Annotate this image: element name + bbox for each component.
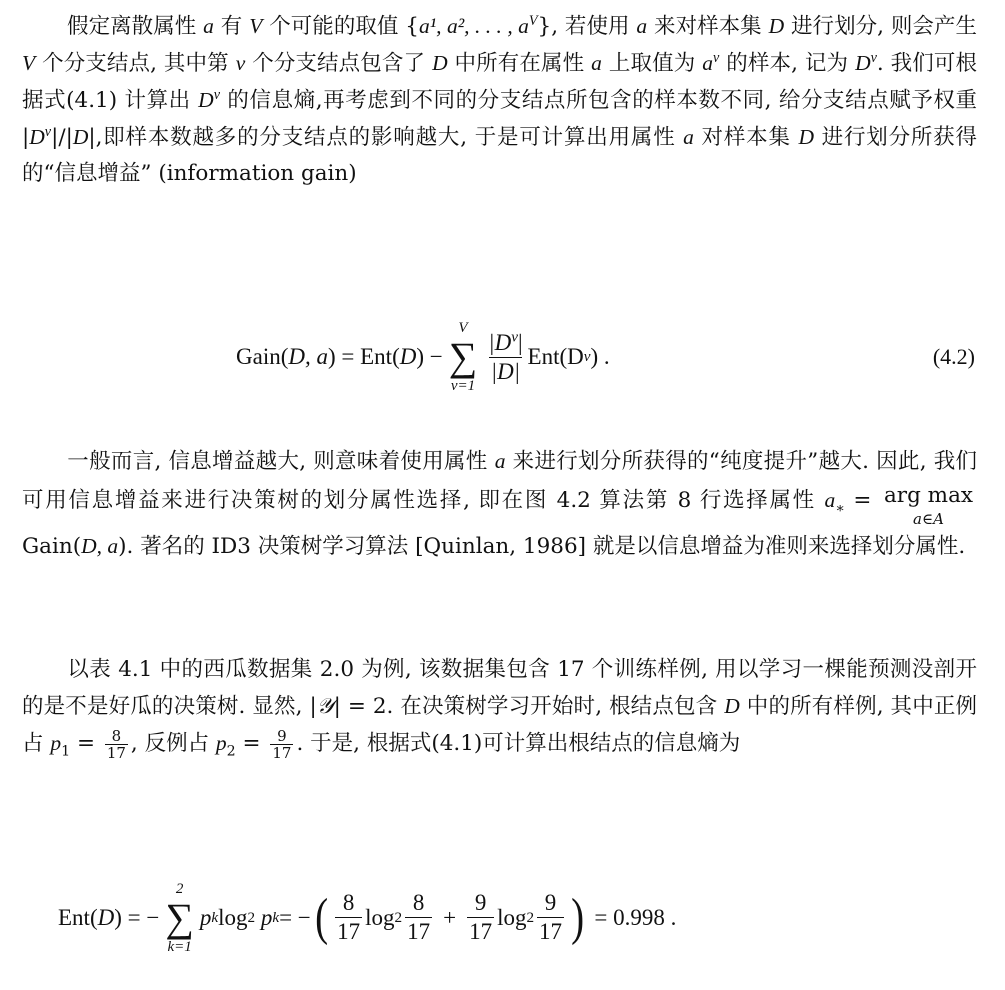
text: 对样本集 [693, 125, 799, 150]
frac-den: 17 [407, 919, 431, 944]
frac-num-end: | [517, 329, 523, 355]
sup-v: v [213, 86, 221, 103]
var-a: a [824, 488, 836, 512]
sum-lower: k=1 [167, 938, 192, 955]
frac-num: 8 [412, 890, 425, 915]
var-v: v [235, 51, 246, 75]
eq-text: Ent(D [527, 344, 584, 369]
argmax-sub: a∈A [913, 510, 944, 528]
sup-v: v [44, 123, 52, 140]
text: 一般而言, 信息增益越大, 则意味着使用属性 [67, 449, 495, 474]
var-D: D [768, 14, 785, 38]
argmax-label: arg max [883, 483, 974, 508]
text: ). 著名的 ID3 决策树学习算法 [Quinlan, 1986] 就是以信息增益为准则来选择划分属性. [118, 534, 966, 559]
frac-num: 9 [277, 726, 287, 745]
text: 假定离散属性 [67, 14, 204, 39]
text: |/| [51, 125, 73, 150]
equation-entropy: Ent( D ) = − 2 ∑ k=1 p k log 2 p k = − ( $\frac{8}{17}$ log 2 $\frac{8}{17}$ + $\frac{9}{17}$ log 2 $\frac{9}{17}$ ) = 0.998 . [58, 880, 677, 955]
var-Y: 𝒴 [316, 694, 334, 718]
var-D: D [198, 88, 214, 112]
fraction [405, 889, 432, 946]
var-D: D [399, 344, 417, 369]
frac-den: 17 [337, 919, 361, 944]
text: = [70, 731, 102, 756]
sum-upper: V [458, 320, 468, 336]
eq-text: Ent( [58, 904, 98, 930]
text: | = 2. 在决策树学习开始时, 根结点包含 [333, 694, 725, 719]
sub-2: 2 [226, 743, 236, 760]
sup-v: v [713, 49, 720, 66]
text: 个分支结点包含了 [245, 51, 433, 76]
var-p: p [50, 731, 62, 755]
text: 的信息熵,再考虑到不同的分支结点所包含的样本数不同, 给分支结点赋予权重 | [22, 88, 977, 150]
summation [449, 319, 478, 395]
text: 上取值为 [601, 51, 703, 76]
fraction [537, 889, 564, 946]
fraction [105, 728, 128, 761]
eq-text: Gain( [236, 344, 289, 369]
frac-num: 9 [544, 890, 557, 915]
eq-text: = − [279, 904, 311, 930]
var-a: a [203, 14, 214, 38]
text: . 我们可根据式(4.1) 计算出 [22, 51, 978, 113]
frac-den: 17 [469, 919, 493, 944]
right-paren-icon: ) [571, 888, 585, 946]
text: 中所有在属性 [447, 51, 592, 76]
left-paren-icon: ( [314, 888, 328, 946]
sigma-icon: ∑ [165, 894, 194, 940]
fraction [467, 889, 494, 946]
var-D: D [29, 125, 45, 149]
sup-v: v [511, 327, 518, 345]
frac-num: |D [488, 329, 512, 355]
log: log [218, 904, 248, 930]
var-D: D [432, 51, 448, 75]
text: = [844, 488, 880, 513]
sub-star: ∗ [835, 500, 845, 517]
var-V: V [22, 51, 36, 75]
paragraph-1 [22, 8, 977, 192]
var-D: D [97, 904, 115, 930]
text: 进行划分所获得的“信息增益” (information gain) [22, 125, 977, 186]
sub-1: 1 [61, 743, 71, 760]
text: |,即样本数越多的分支结点的影响越大, 于是可计算出用属性 [88, 125, 684, 150]
text: = [235, 731, 268, 756]
frac-den: 17 [272, 743, 292, 762]
eq-text: ) = − [114, 904, 160, 930]
var-D: D [798, 125, 814, 149]
text: 来进行划分所获得的“纯度提升”越大. 因此, 我们可用信息增益来进行决策树的划分属性选择, 即在图 4.2 算法第 8 行选择属性 [22, 449, 977, 513]
fraction [486, 329, 524, 386]
var-a: a [702, 51, 714, 75]
equation-gain: Gain( D, a ) = Ent( D ) − V ∑ v=1 $\frac{|D^v|}{|D|}$ Ent(D v ) . (4.2) [0, 302, 1005, 412]
eq-text: ) . [590, 344, 610, 369]
eq-text: ) = Ent( [328, 344, 400, 369]
var-a: a [591, 51, 602, 75]
frac-num: 8 [342, 890, 355, 915]
sum-upper: 2 [175, 880, 184, 897]
text: 中的所有样例, 其中正例占 [22, 694, 977, 756]
var-p: p [215, 731, 227, 755]
frac-num: 9 [474, 890, 487, 915]
text: 进行划分, 则会产生 [784, 14, 977, 39]
frac-den: 17 [106, 743, 126, 762]
var-D: D [855, 51, 871, 75]
text: 以表 4.1 中的西瓜数据集 2.0 为例, 该数据集包含 17 个训练样例, 用以学习一棵能预测没剖开的是不是好瓜的决策树. 显然, | [22, 657, 977, 719]
var-p: p [199, 904, 212, 930]
fraction [270, 728, 293, 761]
text: , 反例占 [130, 731, 216, 756]
var-V: V [249, 14, 263, 38]
var-a: a [636, 14, 648, 38]
eq-text: ) − [416, 344, 443, 369]
sigma-icon: ∑ [448, 334, 478, 379]
argmax [884, 481, 973, 527]
frac-num: 8 [111, 726, 122, 745]
text: . 于是, 根据式(4.1)可计算出根结点的信息熵为 [296, 731, 741, 756]
sup-v: v [870, 49, 877, 66]
frac-den: |D| [490, 358, 521, 384]
value-set: a¹, a², . . . , a [418, 14, 529, 38]
summation [165, 880, 194, 956]
equation-number: (4.2) [932, 344, 975, 369]
paragraph-3 [22, 652, 977, 762]
var-D: D [724, 694, 740, 718]
var-D: D [72, 125, 89, 149]
eq-result: = 0.998 . [594, 904, 677, 930]
frac-den: 17 [539, 919, 563, 944]
sup-V: V [528, 12, 538, 29]
text: }, 若使用 [537, 14, 637, 39]
eq-args: D, a [288, 344, 328, 369]
text: Gain( [22, 534, 82, 559]
text: 的样本, 记为 [719, 51, 856, 76]
fraction [335, 889, 362, 946]
log: log [497, 904, 527, 930]
plus: + [443, 904, 457, 930]
log: log [365, 904, 395, 930]
text: 个分支结点, 其中第 [35, 51, 236, 76]
var-a: a [494, 449, 506, 473]
paragraph-2 [22, 442, 977, 566]
text: 个可能的取值 { [262, 14, 419, 39]
var-a: a [683, 125, 694, 149]
eq-args: D, a [81, 534, 119, 558]
sum-lower: v=1 [450, 378, 476, 394]
text: 有 [213, 14, 250, 39]
var-p: p [260, 904, 273, 930]
text: 来对样本集 [647, 14, 762, 39]
